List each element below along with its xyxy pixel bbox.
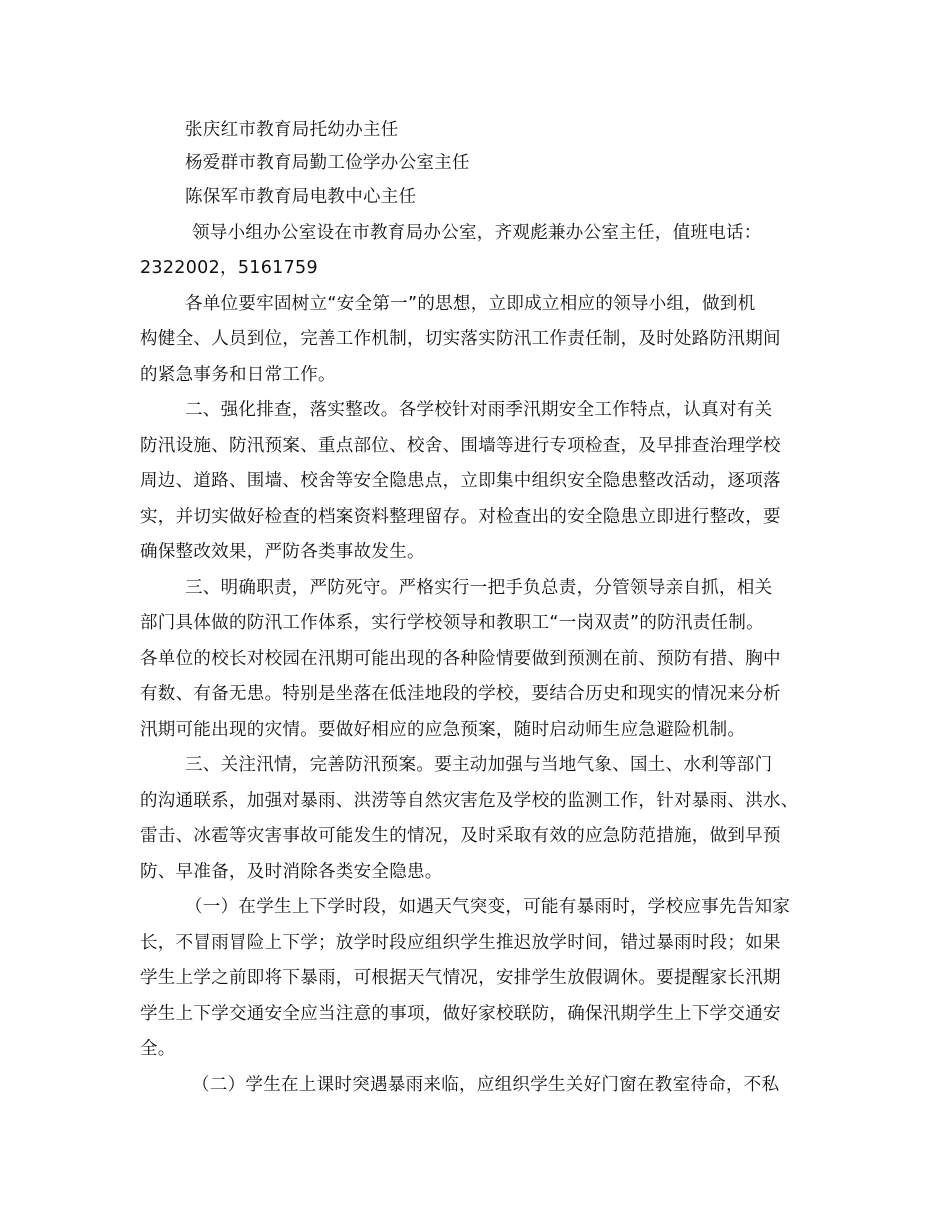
staff-line-yang: 杨爱群市教育局勤工俭学办公室主任: [185, 153, 470, 173]
paragraph-line: 确保整改效果，严防各类事故发生。: [140, 542, 425, 562]
section-heading-line: 三、关注汛情，完善防汛预案。要主动加强与当地气象、国土、水利等部门: [185, 755, 773, 775]
paragraph-line: 实，并切实做好检查的档案资料整理留存。对检查出的安全隐患立即进行整改，要: [140, 507, 781, 527]
paragraph-line: 汛期可能出现的灾情。要做好相应的应急预案，随时启动师生应急避险机制。: [140, 720, 746, 740]
paragraph-line: 有数、有备无患。特别是坐落在低洼地段的学校，要结合历史和现实的情况来分析: [140, 684, 781, 704]
section-heading-line: 三、明确职责，严防死守。严格实行一把手负总责，分管领导亲自抓，相关: [185, 578, 773, 598]
office-info-line: 领导小组办公室设在市教育局办公室，齐观彪兼办公室主任，值班电话：: [192, 223, 762, 243]
paragraph-line: 的沟通联系，加强对暴雨、洪涝等自然灾害危及学校的监测工作，针对暴雨、洪水、: [140, 791, 799, 811]
paragraph-line: 全。: [140, 1039, 176, 1059]
paragraph-line: 的紧急事务和日常工作。: [140, 365, 336, 385]
paragraph-line: 学生上学之前即将下暴雨，可根据天气情况，安排学生放假调休。要提醒家长汛期: [140, 968, 781, 988]
paragraph-line: 防汛设施、防汛预案、重点部位、校舍、围墙等进行专项检查，及早排查治理学校: [140, 436, 781, 456]
list-item-line: （一）在学生上下学时段，如遇天气突变，可能有暴雨时，学校应事先告知家: [185, 897, 791, 917]
phone-numbers-line: 2322002，5161759: [140, 258, 318, 278]
paragraph-line: 各单位要牢固树立“安全第一”的思想，立即成立相应的领导小组，做到机: [185, 294, 756, 314]
section-heading-line: 二、强化排查，落实整改。各学校针对雨季汛期安全工作特点，认真对有关: [185, 400, 773, 420]
paragraph-line: 各单位的校长对校园在汛期可能出现的各种险情要做到预测在前、预防有措、胸中: [140, 649, 781, 669]
paragraph-line: 雷击、冰雹等灾害事故可能发生的情况，及时采取有效的应急防范措施，做到早预: [140, 826, 781, 846]
list-item-line: （二）学生在上课时突遇暴雨来临，应组织学生关好门窗在教室待命，不私: [192, 1075, 780, 1095]
paragraph-line: 防、早准备，及时消除各类安全隐患。: [140, 862, 443, 882]
paragraph-line: 构健全、人员到位，完善工作机制，切实落实防汛工作责任制，及时处路防汛期间: [140, 329, 781, 349]
staff-line-zhang: 张庆红市教育局托幼办主任: [185, 120, 399, 140]
paragraph-line: 周边、道路、围墙、校舍等安全隐患点，立即集中组织安全隐患整改活动，逐项落: [140, 471, 781, 491]
paragraph-line: 学生上下学交通安全应当注意的事项，做好家校联防，确保汛期学生上下学交通安: [140, 1004, 781, 1024]
paragraph-line: 长，不冒雨冒险上下学；放学时段应组织学生推迟放学时间，错过暴雨时段；如果: [140, 933, 781, 953]
staff-line-chen: 陈保军市教育局电教中心主任: [185, 187, 417, 207]
paragraph-line: 部门具体做的防汛工作体系，实行学校领导和教职工“一岗双责”的防汛责任制。: [140, 613, 764, 633]
